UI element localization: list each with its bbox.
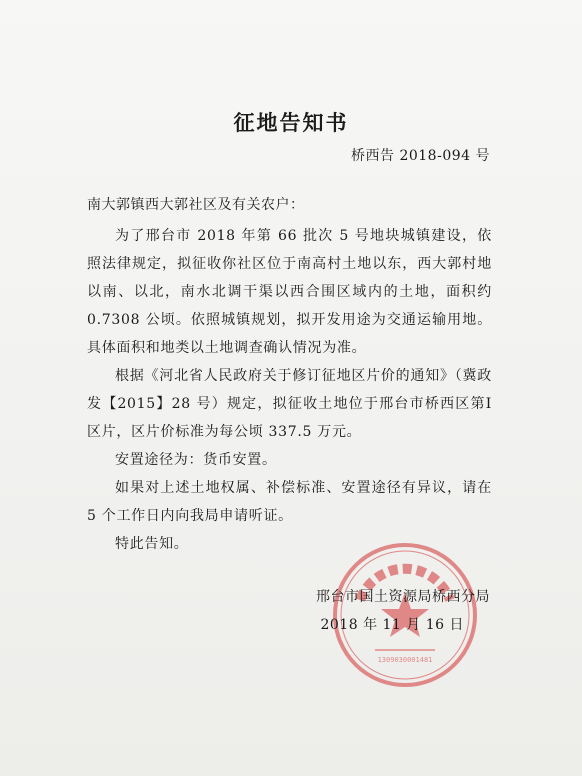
document-title: 征地告知书	[233, 111, 349, 135]
document-body	[87, 222, 492, 558]
issuer-name: 邢台市国土资源局桥西分局	[316, 589, 490, 605]
paragraph-hearing: 如果对上述土地权属、补偿标准、安置途径有异议，请在 5 个工作日内向我局申请听证。	[87, 480, 492, 524]
addressee: 南大郭镇西大郭社区及有关农户：	[87, 197, 305, 213]
paragraph-closing: 特此告知。	[115, 536, 189, 552]
paragraph-purpose: 为了邢台市 2018 年第 66 批次 5 号地块城镇建设，依照法律规定，拟征收你社区位于南高村土地以东，西大郭村地以南、以北，南水北调干渠以西合围区域内的土地，面积约 0.7308 公顷。依照城镇规划，拟开发用途为交通运输用地。具体面积和地类以土地调查确认情况为准。	[87, 228, 492, 356]
paragraph-resettlement: 安置途径为：货币安置。	[115, 452, 277, 468]
paragraph-price-basis: 根据《河北省人民政府关于修订征地区片价的通知》（冀政发【2015】28 号）规定，拟征收土地位于邢台市桥西区第Ⅰ区片，区片价标准为每公顷 337.5 万元。	[87, 368, 492, 440]
seal-number: 1309030001481	[377, 656, 433, 664]
document-number: 桥西告 2018-094 号	[351, 148, 490, 164]
issue-date: 2018 年 11 月 16 日	[320, 617, 464, 633]
